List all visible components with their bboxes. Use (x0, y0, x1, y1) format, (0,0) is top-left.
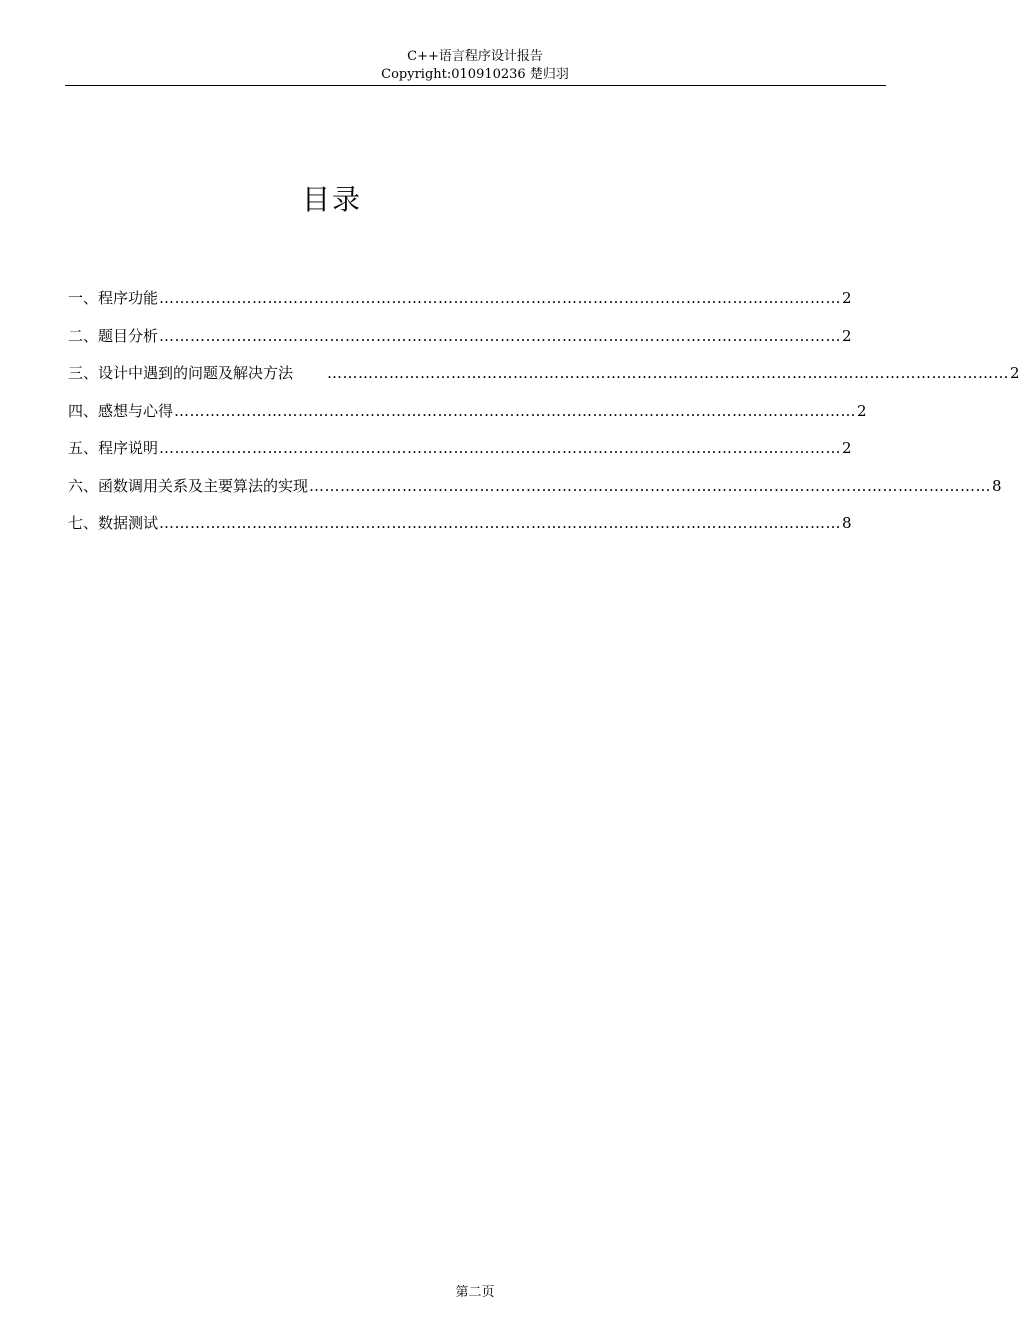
toc-dot-leader: …………………………………………………………………………………………………………………… (159, 514, 842, 532)
toc-entry-label: 四、感想与心得 (68, 401, 174, 420)
toc-entry-page: 2 (842, 326, 852, 345)
toc-dot-leader: …………………………………………………………………………………………………………………… (309, 476, 992, 495)
toc-dot-leader: …………………………………………………………………………………………………………………… (327, 364, 1010, 382)
toc-dot-leader: …………………………………………………………………………………………………………………… (174, 401, 857, 420)
toc-entry-label: 一、程序功能 (68, 289, 159, 307)
header-divider (65, 85, 886, 86)
toc-entry-3[interactable] (68, 362, 1020, 400)
toc-entry-page: 2 (842, 289, 852, 307)
toc-entry-page: 8 (842, 514, 852, 532)
toc-entry-page: 8 (992, 476, 1002, 495)
toc-entry-page: 2 (1010, 364, 1020, 382)
table-of-contents (68, 287, 1020, 550)
toc-entry-label: 六、函数调用关系及主要算法的实现 (68, 476, 309, 495)
toc-entry-4[interactable] (68, 400, 867, 438)
toc-entry-label: 五、程序说明 (68, 439, 159, 457)
toc-title: 目录 (302, 183, 363, 216)
toc-entry-label: 二、题目分析 (68, 326, 159, 345)
toc-entry-2[interactable] (68, 325, 852, 363)
page-header (0, 48, 950, 84)
toc-entry-label: 三、设计中遇到的问题及解决方法 (68, 364, 294, 382)
toc-dot-leader: …………………………………………………………………………………………………………………… (159, 289, 842, 307)
toc-entry-page: 2 (857, 401, 867, 420)
toc-entry-page: 2 (842, 439, 852, 457)
header-title: C++语言程序设计报告 (407, 49, 543, 64)
page-number-label: 第二页 (455, 1285, 495, 1300)
toc-dot-leader: …………………………………………………………………………………………………………………… (159, 439, 842, 457)
toc-entry-5[interactable] (68, 437, 852, 475)
toc-entry-7[interactable] (68, 512, 852, 550)
toc-dot-leader: …………………………………………………………………………………………………………………… (159, 326, 842, 345)
page-footer (0, 1284, 950, 1302)
toc-entry-label: 七、数据测试 (68, 514, 159, 532)
toc-entry-1[interactable] (68, 287, 852, 325)
toc-entry-6[interactable] (68, 475, 1002, 513)
header-copyright: Copyright:010910236 楚归羽 (381, 67, 569, 82)
